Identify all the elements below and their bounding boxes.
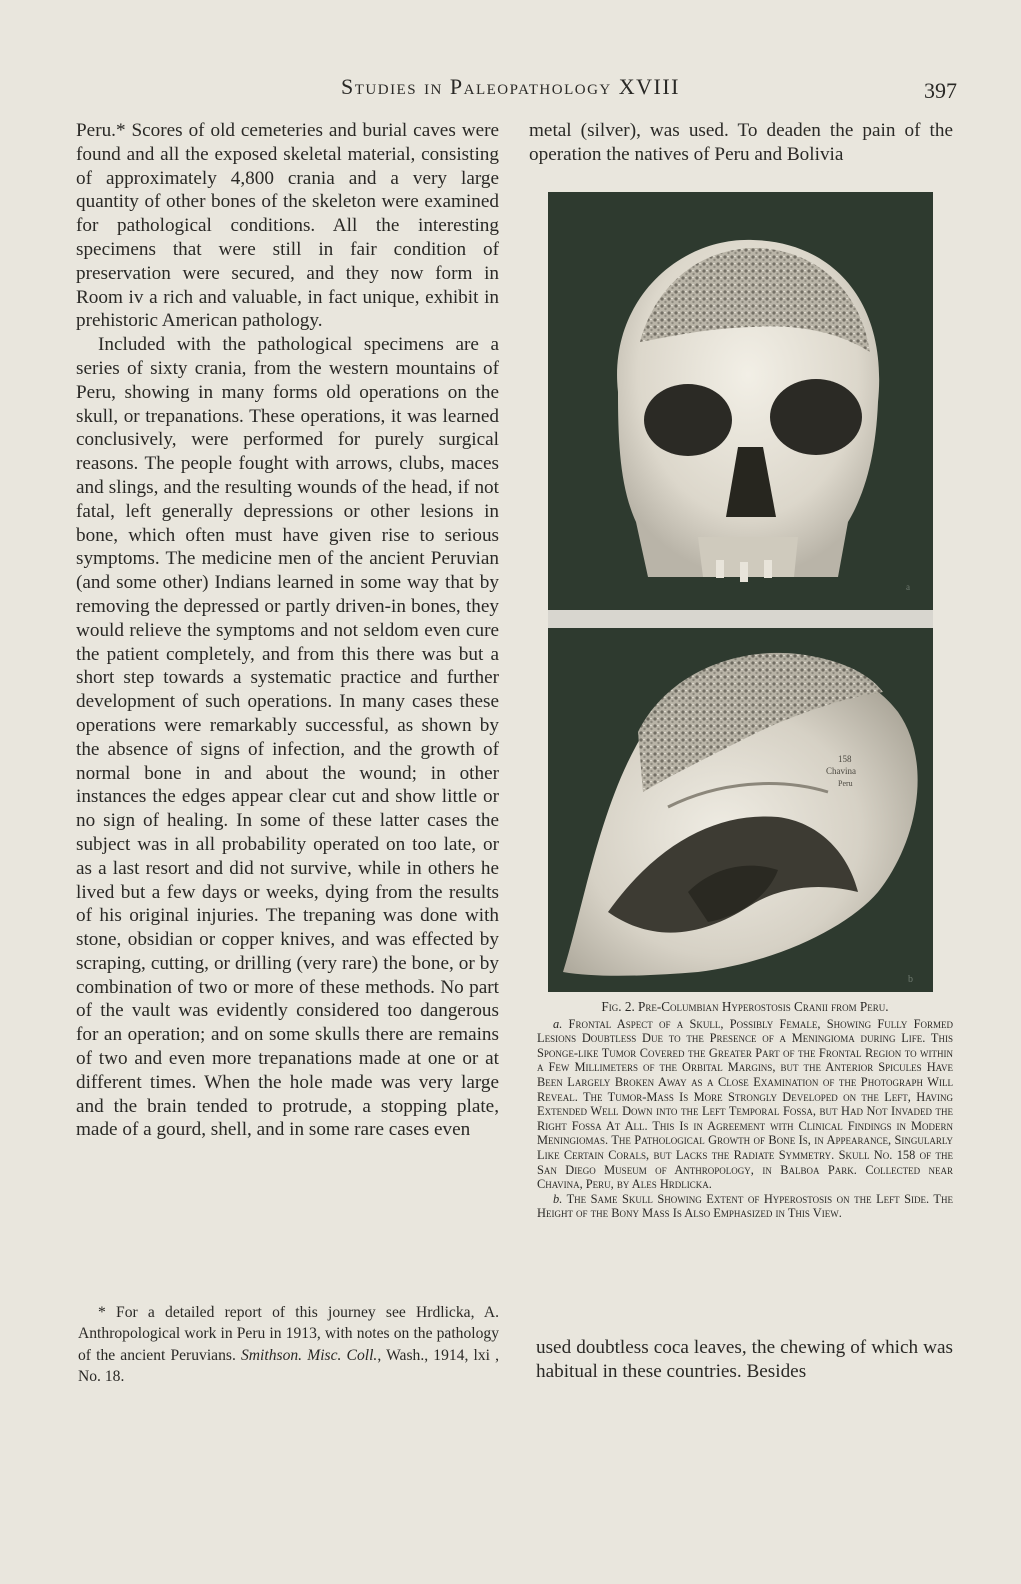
caption-b <box>537 1192 953 1221</box>
right-column-top <box>529 119 953 167</box>
caption-a <box>537 1017 953 1192</box>
running-head <box>0 74 1021 106</box>
figure-plate <box>548 192 933 992</box>
caption-b-text: The Same Skull Showing Extent of Hyperostosis on the Left Side. The Height of the Bony Mass Is Also Emphasized in This View. <box>537 1191 953 1221</box>
right-top-text: metal (silver), was used. To deaden the pain of the operation the natives of Peru and Bolivia <box>529 120 953 165</box>
panel-separator <box>548 610 933 628</box>
running-title: Studies in Paleopathology XVIII <box>341 74 680 99</box>
footnote-text-before: * For a detailed report of this journey see Hrdlicka, A. Anthropological work in Peru in 1913, with notes on the pathology of the ancient Peruvians. <box>78 1304 499 1364</box>
specimen-label-locality: Chavina <box>826 766 856 776</box>
panel-a-photo <box>548 192 933 610</box>
right-bottom-text: used doubtless coca leaves, the chewing of which was habitual in these countries. Besides <box>536 1337 953 1382</box>
caption-a-label: a. <box>553 1016 563 1031</box>
caption-title: Fig. 2. Pre-Columbian Hyperostosis Cranii from Peru. <box>601 999 889 1014</box>
footnote-text <box>78 1302 499 1388</box>
panel-a-label: a <box>906 582 910 592</box>
footnote-text-after: , Wash., 1914, lxi , No. 18. <box>78 1346 499 1386</box>
left-paragraph-1: Peru.* Scores of old cemeteries and burial caves were found and all the exposed skeletal material, consisting of approximately 4,800 crania and a very large quantity of other bones of the skeleton were examined for pathological conditions. All the interesting specimens that were still in fair condition of preservation were secured, and they now form in Room iv a rich and valuable, in fact unique, exhibit in prehistoric American pathology. <box>76 120 499 332</box>
caption-b-label: b. <box>553 1191 563 1206</box>
specimen-label-number: 158 <box>838 754 852 764</box>
page-number: 397 <box>924 78 957 103</box>
left-column <box>76 119 499 1142</box>
panel-b-label: b <box>908 974 913 985</box>
footnote-journal: Smithson. Misc. Coll. <box>241 1346 378 1364</box>
caption-a-text: Frontal Aspect of a Skull, Possibly Female, Showing Fully Formed Lesions Doubtless Due to the Presence of a Meningioma during Life. This Sponge-like Tumor Covered the Greater Part of the Frontal Region to within a Few Millimeters of the Orbital Margins, but the Anterior Spicules Have Been Largely Broken Away as a Close Examination of the Photograph Will Reveal. The Tumor-Mass Is More Strongly Developed on the Left, Having Extended Well Down into the Left Temporal Fossa, but Had Not Invaded the Right Fossa At All. This Is in Agreement with Clinical Findings in Modern Meningiomas. The Pathological Growth of Bone Is, in Appearance, Singularly Like Certain Corals, but Lacks the Radiate Symmetry. Skull No. 158 of the San Diego Museum of Anthropology, in Balboa Park. Collected near Chavina, Peru, by Ales Hrdlicka. <box>537 1016 953 1192</box>
specimen-label-country: Peru <box>838 779 853 788</box>
right-column-bottom <box>536 1336 953 1384</box>
left-paragraph-2: Included with the pathological specimens are a series of sixty crania, from the western mountains of Peru, showing in many forms old operations on the skull, or trepanations. These operations, it was learned conclusively, were performed for purely surgical reasons. The people fought with arrows, clubs, maces and slings, and the resulting wounds of the head, if not fatal, left generally depressions or other lesions in bone, which often must have given rise to serious symptoms. The medicine men of the ancient Peruvian (and some other) Indians learned in some way that by removing the depressed or partly driven-in bones, they would relieve the symptoms and not seldom even cure the patient completely, and from this there was but a short step towards a systematic practice and further development of such operations. In many cases these operations were remarkably successful, as shown by the absence of signs of infection, and the growth of normal bone in and about the wound; in other instances the edges appear clear cut and show little or no sign of healing. In some of these latter cases the subject was in all probability operated on too late, or as a last resort and did not survive, while in others he lived but a few days or weeks, dying from the results of his original injuries. The trepaning was done with stone, obsidian or copper knives, and was effected by scraping, cutting, or drilling (very rare) the bone, or by combination of two or more of these methods. No part of the vault was evidently considered too dangerous for an operation; and on some skulls there are remains of two and even more trepanations made at one or at different times. When the hole made was very large and the brain tended to protrude, a stopping plate, made of a gourd, shell, and in some rare cases even <box>76 334 499 1141</box>
figure-caption <box>537 1000 953 1221</box>
footnote <box>78 1302 499 1388</box>
skull-photographs <box>548 192 933 992</box>
panel-b-photo <box>548 628 933 992</box>
